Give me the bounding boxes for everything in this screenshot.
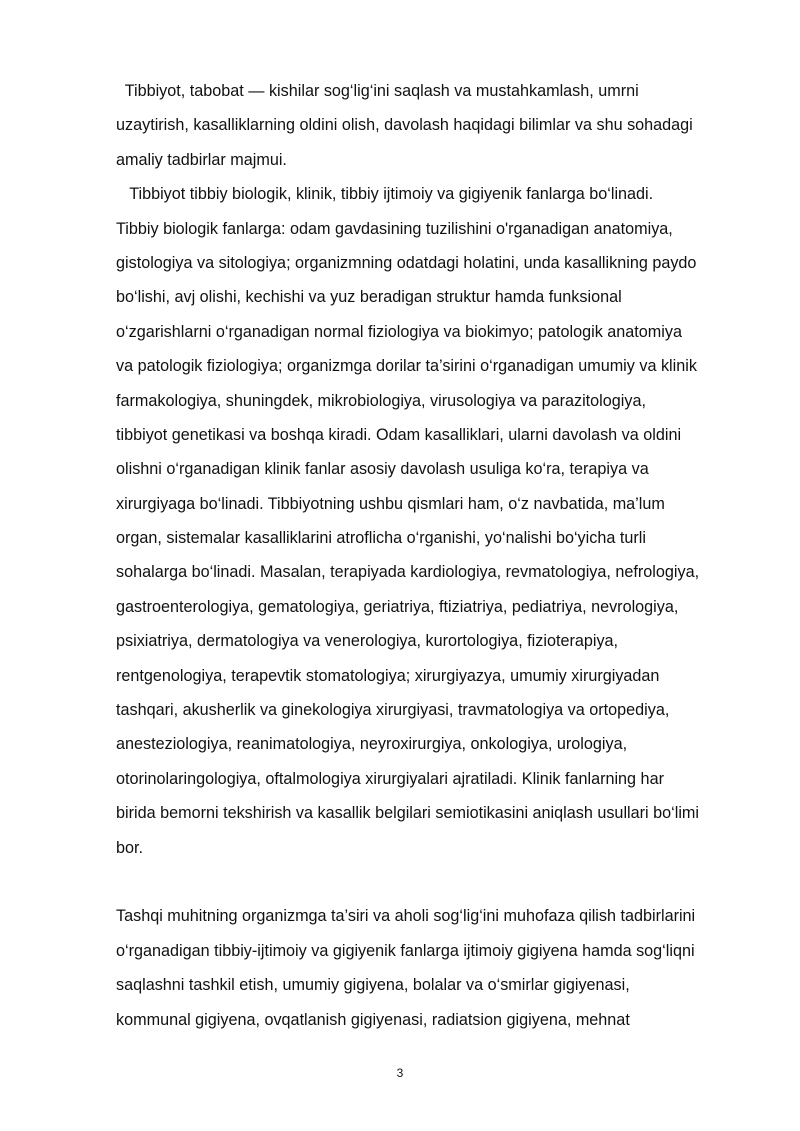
paragraph-branches bbox=[116, 177, 751, 865]
text-line: Tibbiyot tibbiy biologik, klinik, tibbiy ijtimoiy va gigiyenik fanlarga bo‘linadi. bbox=[116, 185, 654, 204]
text-line: Tashqi muhitning organizmga ta’siri va aholi sog‘lig‘ini muhofaza qilish tadbirlarini bbox=[116, 907, 696, 926]
text-line: otorinolaringologiya, oftalmologiya xirurgiyalari ajratiladi. Klinik fanlarning har bbox=[116, 769, 664, 788]
text-line: olishni o‘rganadigan klinik fanlar asosiy davolash usuliga ko‘ra, terapiya va bbox=[116, 460, 649, 479]
page-number: 3 bbox=[396, 1066, 404, 1080]
text-line: Tibbiy biologik fanlarga: odam gavdasining tuzilishini o'rganadigan anatomiya, bbox=[116, 219, 673, 238]
text-line: tashqari, akusherlik va ginekologiya xirurgiyasi, travmatologiya va ortopediya, bbox=[116, 701, 670, 720]
text-line: kommunal gigiyena, ovqatlanish gigiyenasi, radiatsion gigiyena, mehnat bbox=[116, 1010, 630, 1029]
paragraph-hygiene bbox=[116, 899, 751, 1037]
text-line: saqlashni tashkil etish, umumiy gigiyena, bolalar va o‘smirlar gigiyenasi, bbox=[116, 976, 630, 995]
text-line: gastroenterologiya, gematologiya, geriatriya, ftiziatriya, pediatriya, nevrologiya, bbox=[116, 597, 679, 616]
text-line: o‘zgarishlarni o‘rganadigan normal fiziologiya va biokimyo; patologik anatomiya bbox=[116, 322, 682, 341]
text-line: farmakologiya, shuningdek, mikrobiologiya, virusologiya va parazitologiya, bbox=[116, 391, 646, 410]
text-line: organ, sistemalar kasalliklarini atroflicha o‘rganishi, yo‘nalishi bo‘yicha turli bbox=[116, 529, 646, 548]
text-line: Tibbiyot, tabobat — kishilar sog‘lig‘ini saqlash va mustahkamlash, umrni bbox=[116, 82, 639, 100]
text-line: o‘rganadigan tibbiy-ijtimoiy va gigiyenik fanlarga ijtimoiy gigiyena hamda sog‘liqni bbox=[116, 941, 695, 960]
text-line: amaliy tadbirlar majmui. bbox=[116, 150, 287, 169]
text-line: birida bemorni tekshirish va kasallik belgilari semiotikasini aniqlash usullari bo‘limi bbox=[116, 804, 699, 823]
body-text bbox=[116, 74, 751, 1037]
text-line: va patologik fiziologiya; organizmga dorilar ta’sirini o‘rganadigan umumiy va klinik bbox=[116, 357, 697, 376]
text-line: bo‘lishi, avj olishi, kechishi va yuz beradigan struktur hamda funksional bbox=[116, 288, 622, 307]
text-line: sohalarga bo‘linadi. Masalan, terapiyada kardiologiya, revmatologiya, nefrologiya, bbox=[116, 563, 700, 582]
text-line: uzaytirish, kasalliklarning oldini olish, davolash haqidagi bilimlar va shu sohadagi bbox=[116, 116, 693, 135]
text-line: gistologiya va sitologiya; organizmning odatdagi holatini, unda kasallikning paydo bbox=[116, 253, 697, 272]
text-line: rentgenologiya, terapevtik stomatologiya; xirurgiyazya, umumiy xirurgiyadan bbox=[116, 666, 660, 685]
paragraph-spacer bbox=[116, 865, 751, 899]
text-line: xirurgiyaga bo‘linadi. Tibbiyotning ushbu qismlari ham, o‘z navbatida, ma’lum bbox=[116, 494, 665, 513]
text-line: bor. bbox=[116, 838, 143, 857]
text-line: anesteziologiya, reanimatologiya, neyroxirurgiya, onkologiya, urologiya, bbox=[116, 735, 628, 754]
text-line: psixiatriya, dermatologiya va venerologiya, kurortologiya, fizioterapiya, bbox=[116, 632, 619, 651]
text-line: tibbiyot genetikasi va boshqa kiradi. Odam kasalliklari, ularni davolash va oldini bbox=[116, 425, 682, 444]
paragraph-definition bbox=[116, 74, 751, 177]
